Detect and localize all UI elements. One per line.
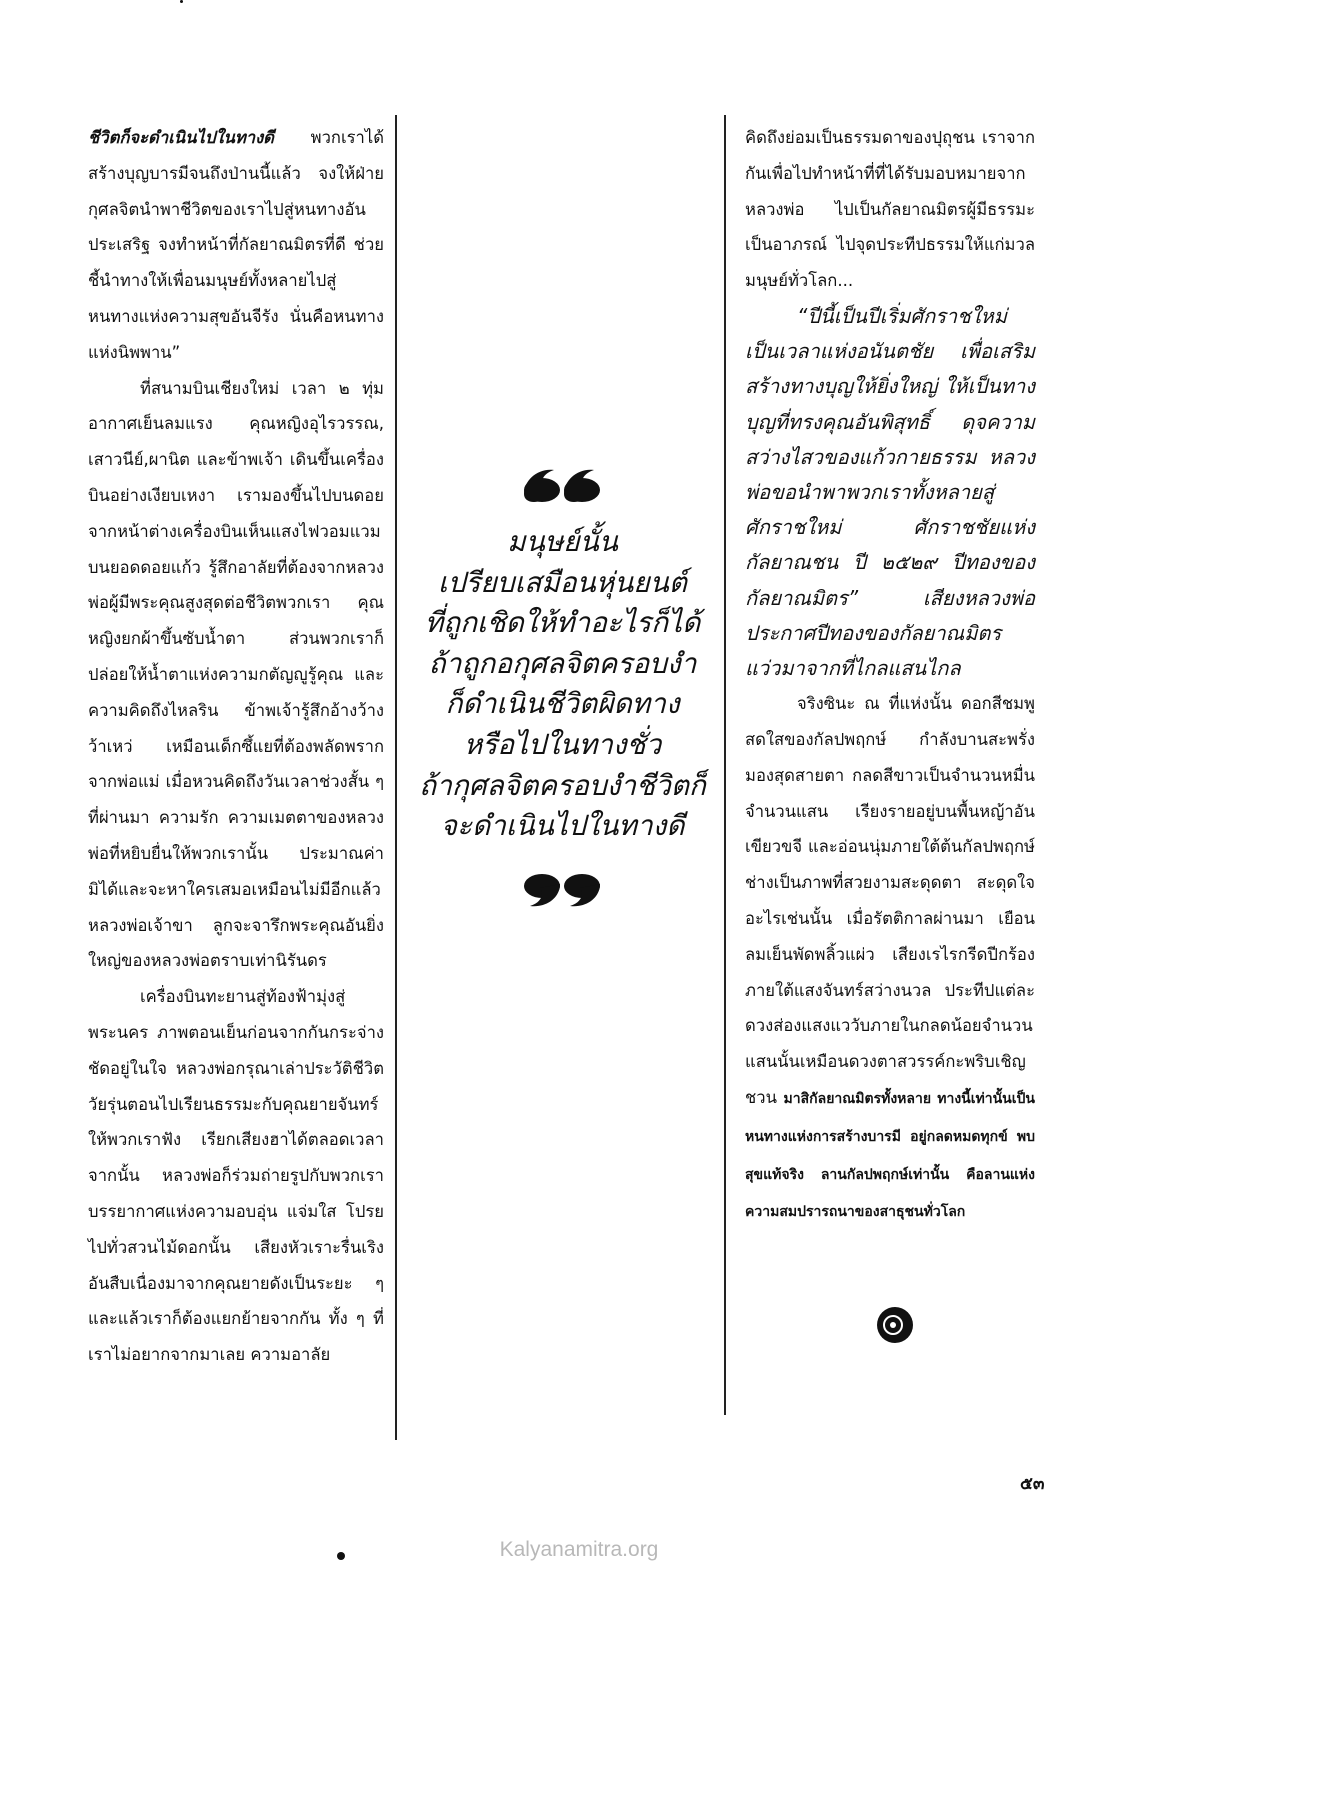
column-divider-right [724,115,726,1415]
left-paragraph-2: ที่สนามบินเชียงใหม่ เวลา ๒ ทุ่ม อากาศเย็นลมแรง คุณหญิงอุไรวรรณ, เสาวนีย์,ผานิต และข้าพเจ้า เดินขึ้นเครื่องบินอย่างเงียบเหงา เรามองขึ้นไปบนดอยจากหน้าต่างเครื่องบินเห็นแสงไฟวอมแวมบนยอดดอยแก้ว รู้สึกอาลัยที่ต้องจากหลวงพ่อผู้มีพระคุณสูงสุดต่อชีวิตพวกเรา คุณหญิงยกผ้าขึ้นซับน้ำตา ส่วนพวกเราก็ปล่อยให้น้ำตาแห่งความกตัญญูรู้คุณ และความคิดถึงไหลริน ข้าพเจ้ารู้สึกอ้างว้างว้าเหว่ เหมือนเด็กซึ้แยที่ต้องพลัดพรากจากพ่อแม่ เมื่อหวนคิดถึงวันเวลาช่วงสั้น ๆ ที่ผ่านมา ความรัก ความเมตตาของหลวงพ่อที่หยิบยื่นให้พวกเรานั้น ประมาณค่ามิได้และจะหาใครเสมอเหมือนไม่มีอีกแล้ว หลวงพ่อเจ้าขา ลูกจะจารึกพระคุณอันยิ่งใหญ่ของหลวงพ่อตราบเท่านิรันดร [88,378,384,971]
left-paragraph-1-text: พวกเราได้สร้างบุญบารมีจนถึงป่านนี้แล้ว จงให้ฝ่ายกุศลจิตนำพาชีวิตของเราไปสู่หนทางอันประเสริฐ จงทำหน้าที่กัลยาณมิตรที่ดี ช่วยชี้นำทางให้เพื่อนมนุษย์ทั้งหลายไปสู่หนทางแห่งความสุขอันจีรัง นั่นคือหนทางแห่งนิพพาน” [88,128,384,362]
pull-quote-line: ที่ถูกเชิดให้ทำอะไรก็ได้ [424,606,701,640]
pull-quote-line: ก็ดำเนินชีวิตผิดทาง [445,687,680,721]
right-paragraph-3-text: จริงซินะ ณ ที่แห่งนั้น ดอกสีชมพูสดใสของกัลปพฤกษ์ กำลังบานสะพรั่งมองสุดสายตา กลดสีขาวเป็นจำนวนหมื่นจำนวนแสน เรียงรายอยู่บนพื้นหญ้าอันเขียวขจี และอ่อนนุ่มภายใต้ต้นกัลปพฤกษ์ ช่างเป็นภาพที่สวยงามสะดุดตา สะดุดใจอะไรเช่นนั้น เมื่อรัตติกาลผ่านมา เยือนลมเย็นพัดพลิ้วแผ่ว เสียงเรไรกรีดปีกร้องภายใต้แสงจันทร์สว่างนวล ประทีปแต่ละดวงส่องแสงแววับภายในกลดน้อยจำนวนแสนนั้นเหมือนดวงตาสวรรค์กะพริบเชิญชวน [745,694,1035,1107]
pull-quote-line: มนุษย์นั้น [507,525,618,558]
right-paragraph-2: “ปีนี้เป็นปีเริ่มศักราชใหม่ เป็นเวลาแห่งอนันตชัย เพื่อเสริมสร้างทางบุญให้ยิ่งใหญ่ ให้เป็นทางบุญที่ทรงคุณอันพิสุทธิ์ ดุจความสว่างไสวของแก้วกายธรรม หลวงพ่อขอนำพาพวกเราทั้งหลายสู่ศักราชใหม่ ศักราชชัยแห่งกัลยาณชน ปี ๒๕๒๙ ปีทองของกัลยาณมิตร” เสียงหลวงพ่อประกาศปีทองของกัลยาณมิตรแว่วมาจากที่ไกลแสนไกล [745,303,1035,681]
page-number: ๕๓ [1020,1474,1045,1494]
pull-quote-line: หรือไปในทางชั่ว [463,727,662,761]
watermark: Kalyanamitra.org [499,1538,659,1561]
right-column [745,120,1035,1231]
column-divider-left [395,115,397,1440]
open-quote-icon [520,462,606,504]
decorative-dot [180,0,183,3]
pull-quote-line: ถ้ากุศลจิตครอบงำชีวิตก็ [419,768,706,802]
close-quote-icon [518,872,604,914]
right-paragraph-3 [745,686,1035,1231]
right-paragraph-1: คิดถึงย่อมเป็นธรรมดาของปุถุชน เราจากกันเพื่อไปทำหน้าที่ที่ได้รับมอบหมายจากหลวงพ่อ ไปเป็นกัลยาณมิตรผู้มีธรรมะเป็นอาภรณ์ ไปจุดประทีปธรรมให้แก่มวลมนุษย์ทั่วโลก... [745,128,1035,291]
pull-quote [410,522,715,847]
pull-quote-line: จะดำเนินไปในทางดี [440,809,685,843]
right-paragraph-3-bold: มาสิกัลยาณมิตรทั้งหลาย ทางนี้เท่านั้นเป็นหนทางแห่งการสร้างบารมี อยู่กลดหมดทุกข์ พบสุขแท้จริง ลานกัลปพฤกษ์เท่านั้น คือลานแห่งความสมปรารถนาของสาธุชนทั่วโลก [745,1090,1035,1221]
left-paragraph-1 [88,120,384,371]
left-column [88,120,384,1373]
lead-phrase: ชีวิตก็จะดำเนินไปในทางดี [88,128,274,147]
pull-quote-line: เปรียบเสมือนหุ่นยนต์ [438,565,687,599]
left-paragraph-3: เครื่องบินทะยานสู่ท้องฟ้ามุ่งสู่พระนคร ภาพตอนเย็นก่อนจากกันกระจ่างชัดอยู่ในใจ หลวงพ่อกรุณาเล่าประวัติชีวิตวัยรุ่นตอนไปเรียนธรรมะกับคุณยายจันทร์ให้พวกเราฟัง เรียกเสียงฮาได้ตลอดเวลา จากนั้น หลวงพ่อก็ร่วมถ่ายรูปกับพวกเรา บรรยากาศแห่งความอบอุ่น แจ่มใส โปรยไปทั่วสวนไม้ดอกนั้น เสียงหัวเราะรื่นเริงอันสืบเนื่องมาจากคุณยายดังเป็นระยะ ๆ และแล้วเราก็ต้องแยกย้ายจากกัน ทั้ง ๆ ที่เราไม่อยากจากมาเลย ความอาลัย [88,987,384,1365]
pull-quote-line: ถ้าถูกอกุศลจิตครอบงำ [428,646,697,680]
end-mark-icon [876,1306,914,1344]
